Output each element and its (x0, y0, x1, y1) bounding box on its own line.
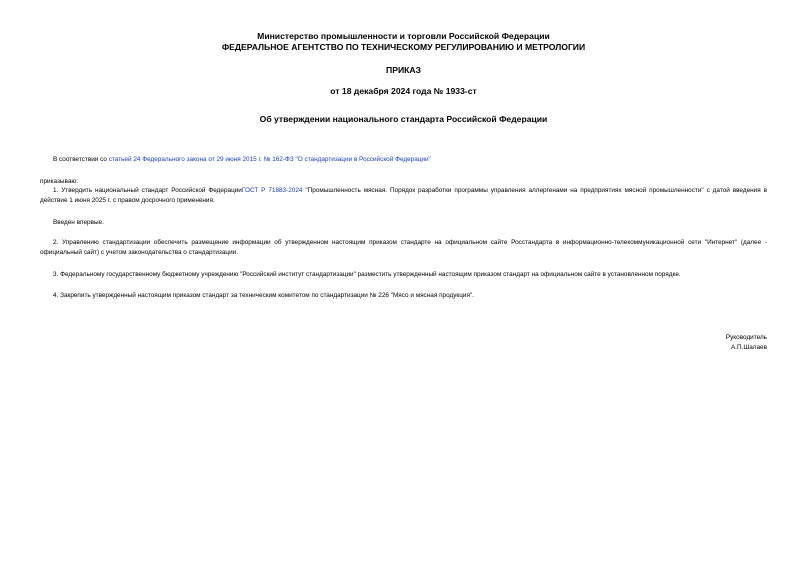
document-subject: Об утверждении национального стандарта Российской Федерации (259, 114, 548, 124)
introduced-first: Введен впервые. (53, 219, 104, 226)
date-and-number: от 18 декабря 2024 года № 1933-ст (330, 86, 477, 96)
order-word: приказываю: (40, 178, 78, 185)
gost-standard-link[interactable]: ГОСТ Р 71883-2024 (241, 187, 303, 194)
item-2: 2. Управлению стандартизации обеспечить размещение информации об утвержденном настоящим приказом стандарте на официальном сайте Росстандарта в информационно-телекоммуникационной сети "Интернет" (далее - официальный сайт) с учетом законодательства о стандартизации. (40, 239, 767, 256)
item-1-lead: 1. Утвердить национальный стандарт Российской Федерации (53, 187, 242, 194)
preamble-lead: В соответствии со (53, 156, 109, 163)
item-3: 3. Федеральному государственному бюджетному учреждению "Российский институт стандартизации" разместить утвержденный настоящим приказом стандарт на официальном сайте в установленном порядке. (53, 271, 681, 278)
preamble (53, 155, 431, 164)
federal-law-link[interactable]: статьей 24 Федерального закона от 29 июня 2015 г. № 162-ФЗ "О стандартизации в Российской Федерации" (108, 156, 431, 163)
signature-name: А.П.Шалаев (730, 344, 767, 351)
item-4: 4. Закрепить утвержденный настоящим приказом стандарт за техническим комитетом по стандартизации № 226 "Мясо и мясная продукция". (53, 292, 474, 299)
item-1 (40, 186, 767, 205)
item-1-rest: "Промышленность мясная. Порядок разработки программы управления аллергенами на предприятиях мясной промышленности" с датой введения в действие 1 июня 2025 г. с правом досрочного применения. (40, 187, 767, 204)
agency-title: ФЕДЕРАЛЬНОЕ АГЕНТСТВО ПО ТЕХНИЧЕСКОМУ РЕГУЛИРОВАНИЮ И МЕТРОЛОГИИ (221, 42, 586, 52)
signature-title: Руководитель (725, 334, 767, 341)
document-type: ПРИКАЗ (386, 65, 421, 75)
ministry-title: Министерство промышленности и торговли Российской Федерации (257, 31, 550, 41)
